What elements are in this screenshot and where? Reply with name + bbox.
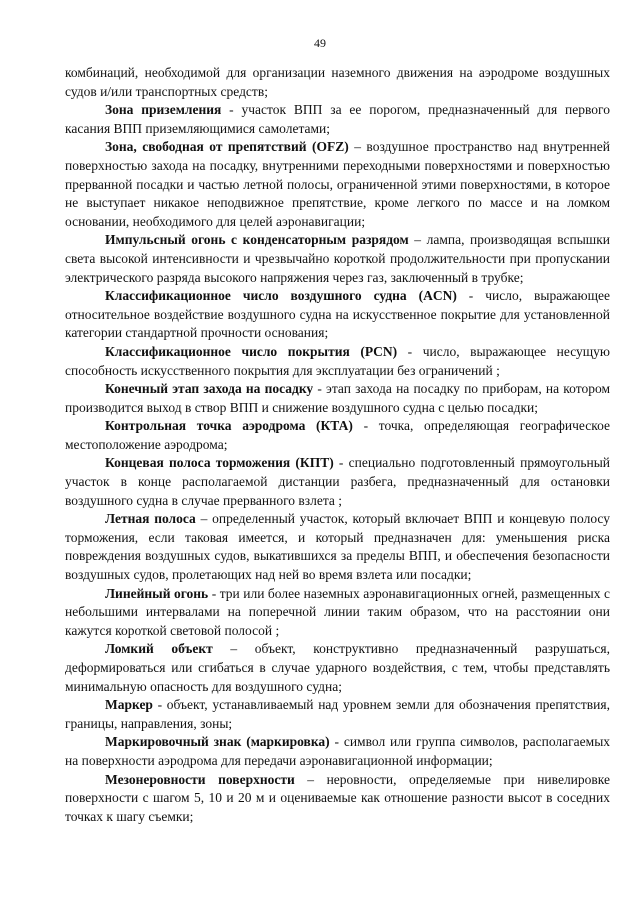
definition-paragraph [65,101,610,138]
term-definition: – объект, конструктивно предназначенный разрушаться, деформироваться или сгибаться в случае ударного воздействия, с тем, чтобы представлять минимальную опасность для воздушного судна; [65,641,611,694]
definition-paragraph [65,454,610,510]
term-definition: – определенный участок, который включает ВПП и концевую полосу торможения, если таковая имеется, и который предназначен для: уменьшения риска повреждения воздушных судов, выкатившихся за пределы ВПП, и обеспечения безопасности воздушных судов, пролетающих над ней во время взлета или посадки; [65,511,610,583]
term-definition: - три или более наземных аэронавигационных огней, размещенных с небольшими интервалами на поперечной линии таким образом, что на расстоянии они кажутся короткой световой полосой ; [65,585,610,638]
term-definition: - специально подготовленный прямоугольный участок в конце располагаемой дистанции разбега, предназначенный для остановки воздушного судна в случае прерванного взлета ; [65,455,610,508]
term-title: Классификационное число воздушного судна (ACN) [105,288,457,304]
definition-paragraph [65,696,610,733]
term-definition: – воздушное пространство над внутренней поверхностью захода на посадку, внутренними переходными поверхностями и поверхностью прерванной посадки и частью летной полосы, ограниченной этими поверхностями, в которое не выступает никакое неподвижное препятствие, кроме легкого по массе и на ломком основании, необходимого для целей аэронавигации; [65,139,610,229]
definition-paragraph [65,138,610,231]
definition-paragraph [65,343,610,380]
term-title: Линейный огонь [105,585,209,601]
definition-paragraph [65,287,610,343]
page-number: 49 [314,36,326,50]
term-title: Концевая полоса торможения (КПТ) [105,455,334,471]
term-definition: – лампа, производящая вспышки света высокой интенсивности и чрезвычайно короткой продолжительности при пропускании электрического разряда высокого напряжения через газ, заключенный в трубке; [65,232,610,285]
term-title: Маркировочный знак (маркировка) [105,734,330,750]
term-title: Маркер [105,697,153,713]
term-title: Конечный этап захода на посадку [105,381,314,397]
paragraph-continuation [65,64,610,101]
definition-paragraph [65,640,610,696]
definition-paragraph [65,417,610,454]
term-title: Зона, свободная от препятствий (OFZ) [105,139,349,155]
glossary-text [65,64,610,826]
term-definition: - число, выражающее несущую способность искусственного покрытия для эксплуатации без ограничений ; [65,343,611,378]
term-definition: - участок ВПП за ее порогом, предназначенный для первого касания ВПП приземляющимися самолетами; [65,102,610,136]
term-definition: - этап захода на посадку по приборам, на котором производится выход в створ ВПП и снижение воздушного судна с целью посадки; [65,381,610,415]
term-definition: - число, выражающее относительное воздействие воздушного судна на искусственное покрытие для установленной категории стандартной прочности основания; [65,288,610,341]
term-definition: – неровности, определяемые при нивелировке поверхности с шагом 5, 10 и 20 м и оцениваемые как отношение разности высот в соседних точках к шагу съемки; [65,771,610,824]
term-title: Импульсный огонь с конденсаторным разрядом [105,232,409,248]
term-definition: комбинаций, необходимой для организации наземного движения на аэродроме воздушных судов и/или транспортных средств; [65,65,610,99]
term-title: Летная полоса [105,511,196,527]
term-title: Классификационное число покрытия (PCN) [105,343,398,359]
term-title: Мезонеровности поверхности [105,771,295,787]
term-definition: - объект, устанавливаемый над уровнем земли для обозначения препятствия, границы, направления, зоны; [65,697,610,731]
definition-paragraph [65,771,610,827]
definition-paragraph [65,585,610,641]
term-title: Контрольная точка аэродрома (КТА) [105,418,353,434]
definition-paragraph [65,380,610,417]
definition-paragraph [65,733,610,770]
definition-paragraph [65,510,610,584]
term-definition: - символ или группа символов, располагаемых на поверхности аэродрома для передачи аэронавигационной информации; [65,734,611,768]
term-definition: - точка, определяющая географическое местоположение аэродрома; [65,418,610,452]
term-title: Ломкий объект [105,641,213,657]
term-title: Зона приземления [105,102,222,118]
definition-paragraph [65,231,610,287]
